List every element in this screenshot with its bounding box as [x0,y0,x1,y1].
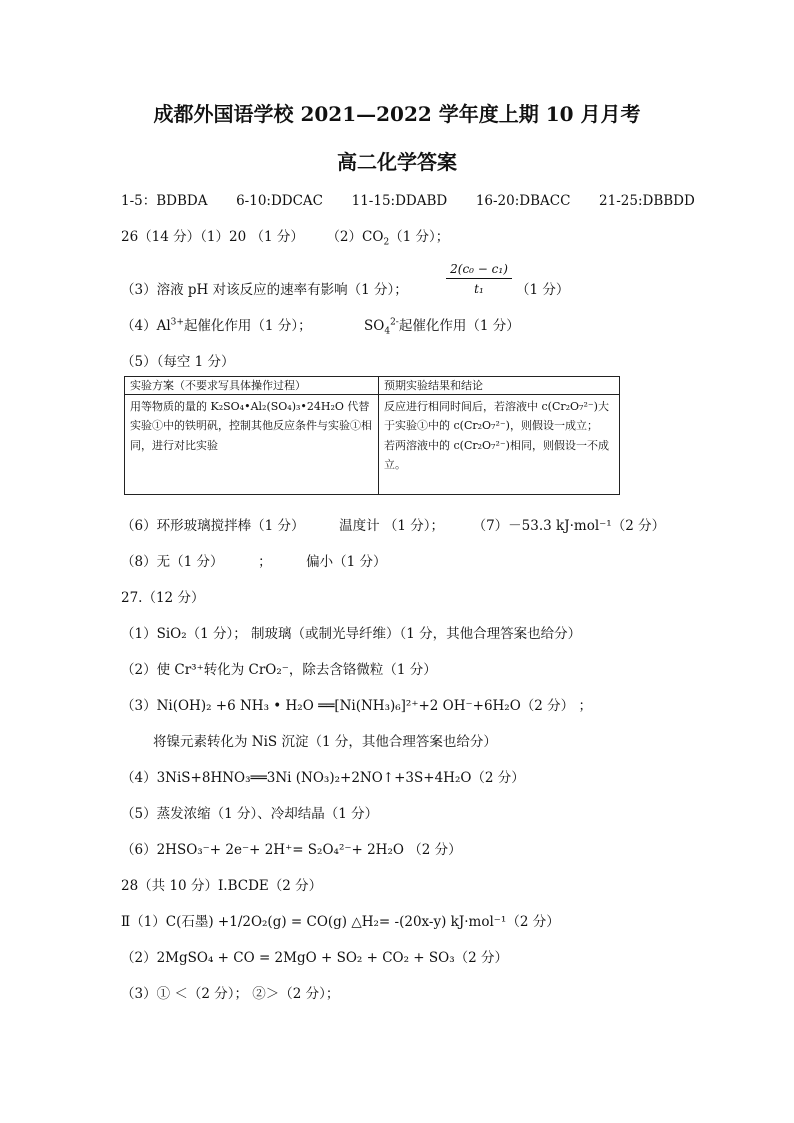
q26-part6-a: （6）环形玻璃搅拌棒（1 分） [121,518,305,534]
q27-line-4: （4）3NiS+8HNO₃══3Ni (NO₃)₂+2NO↑+3S+4H₂O（2 分） [121,770,525,786]
result-text-1: 反应进行相同时间后，若溶液中 c(Cr₂O₇²⁻)大于实验①中的 c(Cr₂O₇²⁻)，则假设一成立； [384,400,609,433]
mc-group-4: 16-20:DBACC [475,193,571,209]
table-header-plan: 实验方案（不要求写具体操作过程） [125,377,379,395]
fraction-denominator: t₁ [474,282,484,296]
q26-part6-b: 温度计 （1 分）； [339,518,444,534]
fraction-numerator: 2(c₀ − c₁) [446,262,512,279]
page-title: 成都外国语学校 2021—2022 学年度上期 10 月月考 [153,102,641,126]
q27-line-1: （1）SiO₂（1 分）； 制玻璃（或制光导纤维）（1 分，其他合理答案也给分） [121,626,582,642]
q26-part3: （3）溶液 pH 对该反应的速率有影响（1 分）； [121,282,408,298]
q27-heading: 27.（12 分） [121,590,205,606]
q26-part8-a: （8）无（1 分） [121,554,224,570]
q26-part7: （7）－53.3 kJ·mol⁻¹（2 分） [472,518,666,534]
q27-line-6: （6）2HSO₃⁻+ 2e⁻+ 2H⁺= S₂O₄²⁻+ 2H₂O （2 分） [121,842,462,858]
q26-part4-b: $SO_4^{2-}$起催化作用（1 分） [364,317,520,337]
rate-fraction [446,262,512,296]
page-subtitle: 高二化学答案 [337,150,457,174]
q26-part1: 26（14 分）（1）20 （1 分） [121,229,304,245]
q26-part8-sep: ； [258,554,272,570]
q27-line-3b: 将镍元素转化为 NiS 沉淀（1 分，其他合理答案也给分） [153,734,497,750]
mc-group-2: 6-10:DDCAC [236,193,324,209]
q28-heading: 28（共 10 分）Ⅰ.BCDE（2 分） [121,878,323,894]
q26-line-3 [121,282,408,298]
q28-line-2: （2）2MgSO₄ + CO = 2MgO + SO₂ + CO₂ + SO₃（2 分） [121,950,509,966]
q26-part8-b: 偏小（1 分） [306,554,387,570]
table-row [125,395,620,495]
q26-line-6 [121,518,665,534]
mc-group-3: 11-15:DDABD [351,193,448,209]
q26-line-1 [121,229,450,248]
q26-part2: $(2)CO_2(1$ 分）； [326,229,450,248]
mc-group-5: 21-25:DBBDD [599,193,695,209]
experiment-table [124,376,620,495]
q26-line-4 [121,318,312,334]
q26-line-8 [121,554,387,570]
table-cell-plan: 用等物质的量的 K₂SO₄•Al₂(SO₄)₃•24H₂O 代替实验①中的铁明矾，控制其他反应条件与实验①相同，进行对比实验 [125,395,379,495]
q26-part3-score: （1 分） [516,282,570,298]
result-text-2: 若两溶液中的 c(Cr₂O₇²⁻)相同，则假设一不成立。 [384,438,609,471]
q28-line-1: Ⅱ（1）C(石墨) +1/2O₂(g) = CO(g) △H₂= -(20x-y) kJ·mol⁻¹（2 分） [121,914,560,930]
q26-part4-a: $(4)Al^{3+}$起催化作用（1 分）； [121,317,312,334]
table-cell-result [379,395,620,495]
q27-line-2: （2）使 Cr³⁺转化为 CrO₂⁻，除去含铬微粒（1 分） [121,662,437,678]
mc-answers [121,193,695,209]
q27-line-3: （3）Ni(OH)₂ +6 NH₃ • H₂O ══[Ni(NH₃)₆]²⁺+2 OH⁻+6H₂O（2 分） ； [121,698,592,714]
q26-line-5: （5）（每空 1 分） [121,354,235,370]
table-header-result: 预期实验结果和结论 [379,377,620,395]
q27-line-5: （5）蒸发浓缩（1 分）、冷却结晶（1 分） [121,806,379,822]
mc-group-1: 1-5：BDBDA [121,193,208,209]
table-header-row [125,377,620,395]
q28-line-3: （3）① ＜（2 分）； ②＞（2 分）； [121,986,340,1002]
